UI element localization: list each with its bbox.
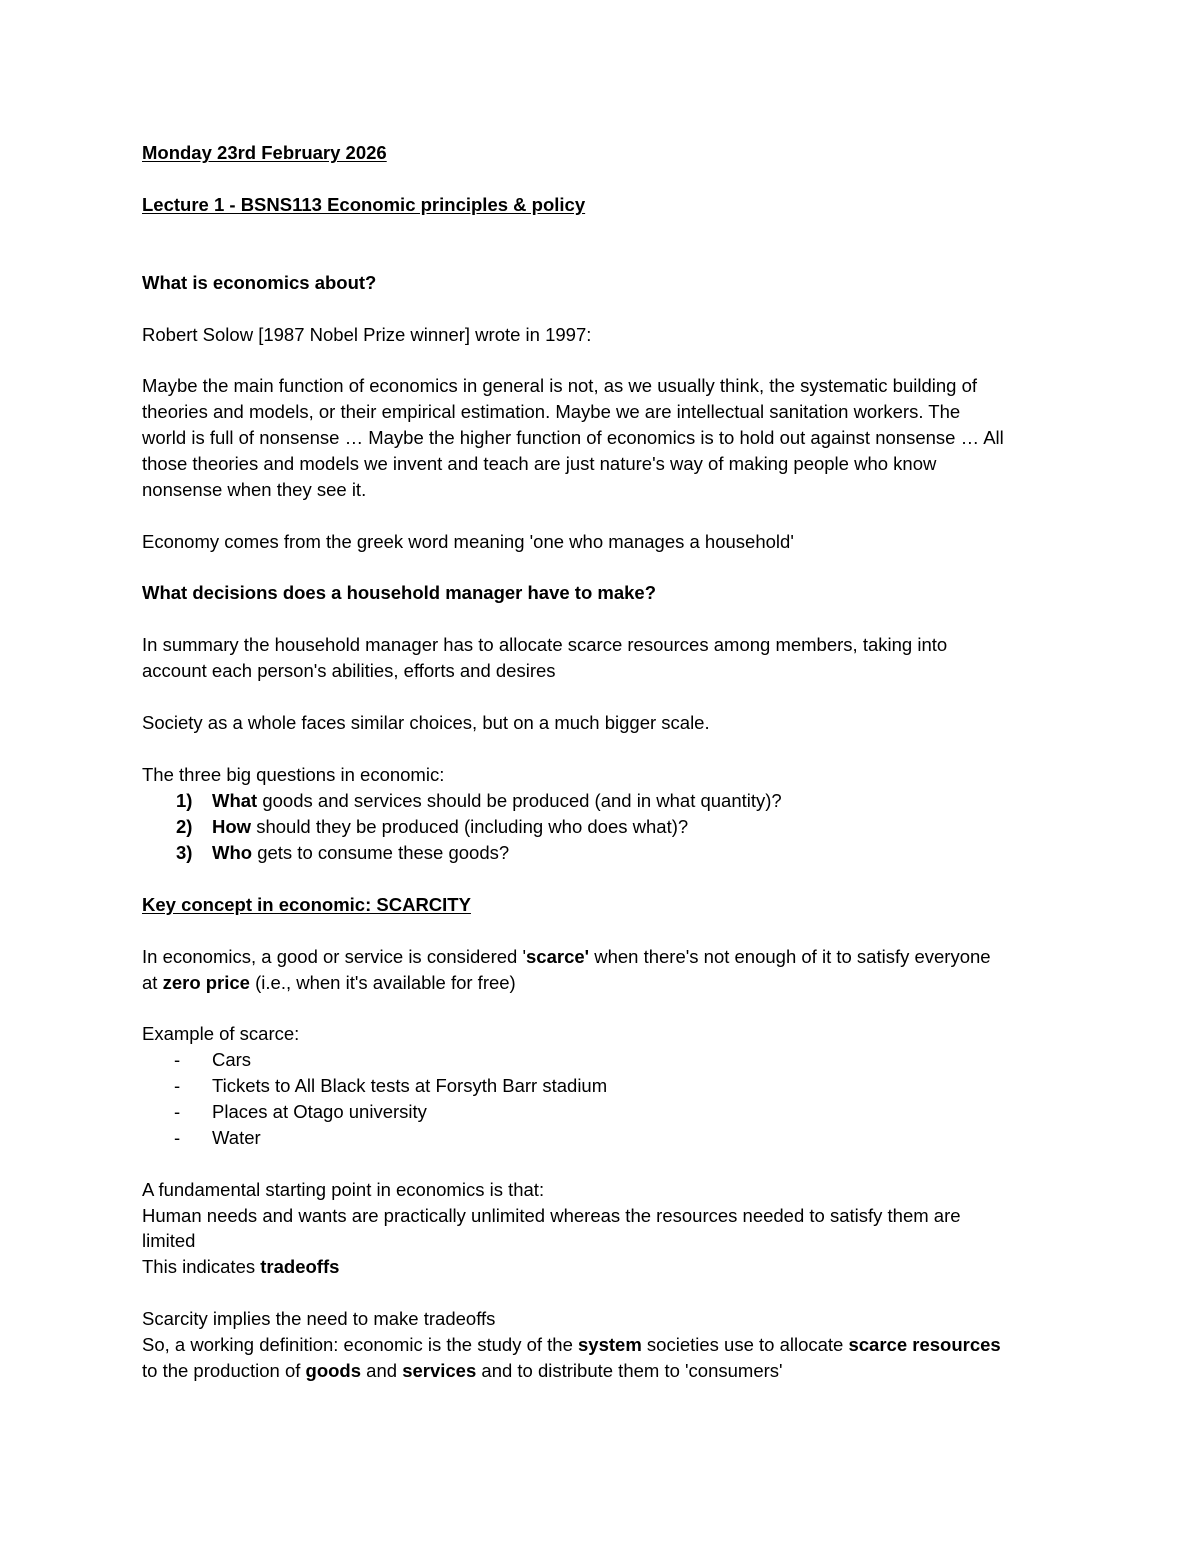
question-keyword: What [212, 790, 258, 811]
question-number: 1) [176, 790, 193, 811]
quote-line: world is full of nonsense … Maybe the higher function of economics is to hold out against nonsense … All [142, 427, 1004, 448]
summary-line: account each person's abilities, efforts and desires [142, 660, 556, 681]
quote-line: theories and models, or their empirical estimation. Maybe we are intellectual sanitation workers. The [142, 401, 961, 422]
question-item [142, 790, 1082, 812]
bullet-dash: - [174, 1101, 181, 1122]
date-heading: Monday 23rd February 2026 [142, 142, 387, 163]
term-scarce-resources: scarce resources [848, 1334, 1001, 1355]
needs-line: Human needs and wants are practically unlimited whereas the resources needed to satisfy them are [142, 1205, 961, 1226]
quote-line: nonsense when they see it. [142, 479, 367, 500]
working-definition-line: to the production of goods and services and to distribute them to 'consumers' [142, 1360, 783, 1381]
bullet-dash: - [174, 1075, 181, 1096]
question-number: 2) [176, 816, 193, 837]
bullet-dash: - [174, 1049, 181, 1070]
scarce-definition-line: In economics, a good or service is considered 'scarce' when there's not enough of it to satisfy everyone [142, 946, 991, 967]
term-services: services [402, 1360, 477, 1381]
example-text: Tickets to All Black tests at Forsyth Barr stadium [212, 1075, 608, 1096]
list-item [142, 1049, 1082, 1071]
fundamental-text: A fundamental starting point in economics is that: [142, 1179, 545, 1200]
lecture-title: Lecture 1 - BSNS113 Economic principles & policy [142, 194, 586, 215]
question-item [142, 842, 1082, 864]
quote-line: those theories and models we invent and teach are just nature's way of making people who know [142, 453, 937, 474]
list-item [142, 1075, 1082, 1097]
question-text: gets to consume these goods? [252, 842, 510, 863]
section-heading-household-decisions: What decisions does a household manager have to make? [142, 582, 657, 603]
example-text: Cars [212, 1049, 252, 1070]
term-scarce: scarce' [526, 946, 590, 967]
example-text: Water [212, 1127, 261, 1148]
quote-line: Maybe the main function of economics in general is not, as we usually think, the systematic building of [142, 375, 977, 396]
tradeoffs-line: This indicates tradeoffs [142, 1256, 340, 1277]
society-text: Society as a whole faces similar choices, but on a much bigger scale. [142, 712, 710, 733]
section-heading-economics-about: What is economics about? [142, 272, 377, 293]
etymology-text: Economy comes from the greek word meaning 'one who manages a household' [142, 531, 794, 552]
question-keyword: How [212, 816, 252, 837]
section-heading-scarcity: Key concept in economic: SCARCITY [142, 894, 471, 915]
question-text: should they be produced (including who does what)? [251, 816, 689, 837]
term-zero-price: zero price [162, 972, 250, 993]
term-system: system [578, 1334, 642, 1355]
implies-text: Scarcity implies the need to make tradeoffs [142, 1308, 496, 1329]
summary-line: In summary the household manager has to allocate scarce resources among members, taking into [142, 634, 948, 655]
solow-intro: Robert Solow [1987 Nobel Prize winner] wrote in 1997: [142, 324, 592, 345]
needs-line: limited [142, 1230, 196, 1251]
question-keyword: Who [212, 842, 253, 863]
examples-intro: Example of scarce: [142, 1023, 300, 1044]
working-definition-line: So, a working definition: economic is the study of the system societies use to allocate scarce resources [142, 1334, 1001, 1355]
term-tradeoffs: tradeoffs [260, 1256, 340, 1277]
question-item [142, 816, 1082, 838]
question-number: 3) [176, 842, 193, 863]
term-goods: goods [305, 1360, 362, 1381]
list-item [142, 1101, 1082, 1123]
scarce-definition-line: at zero price (i.e., when it's available for free) [142, 972, 516, 993]
question-text: goods and services should be produced (and in what quantity)? [257, 790, 782, 811]
bullet-dash: - [174, 1127, 181, 1148]
example-text: Places at Otago university [212, 1101, 427, 1122]
list-item [142, 1127, 1082, 1149]
questions-intro: The three big questions in economic: [142, 764, 445, 785]
